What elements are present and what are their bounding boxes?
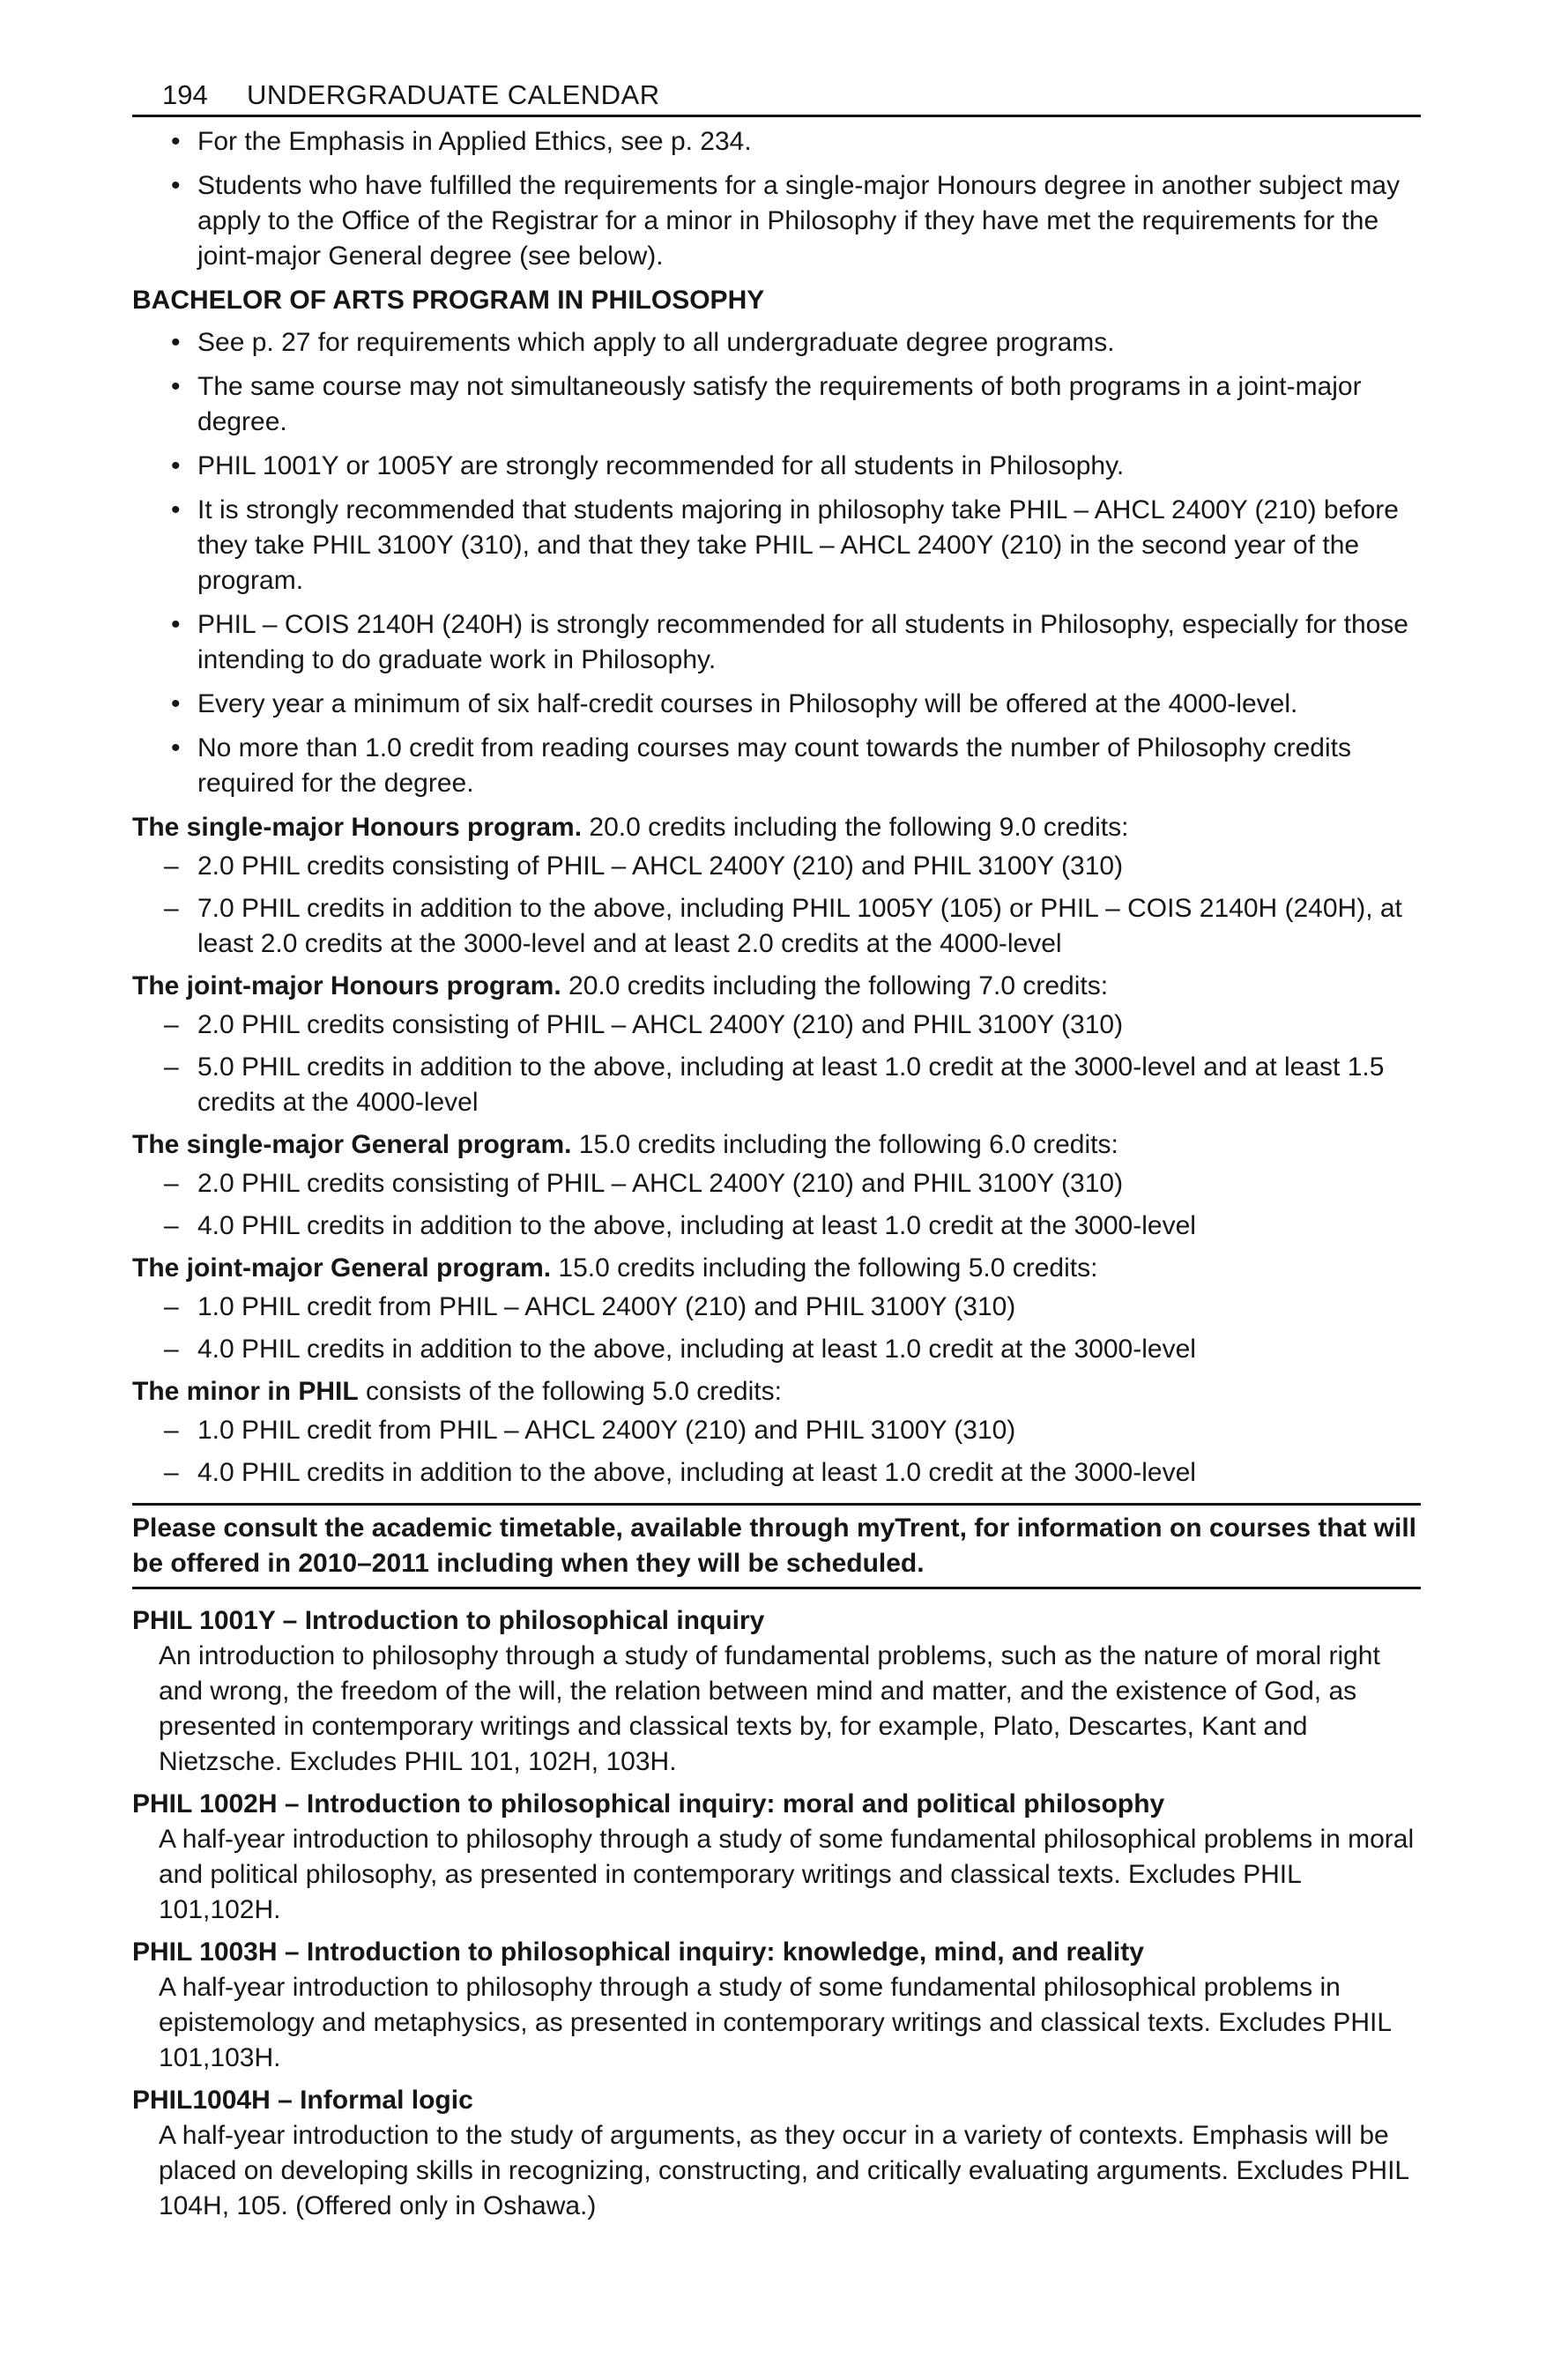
list-item: – 5.0 PHIL credits in addition to the above, including at least 1.0 credit at the 3000-level and at least 1.5 credits at the 4000-level — [132, 1050, 1421, 1120]
course-entry — [132, 1787, 1421, 1928]
course-title: PHIL 1002H – Introduction to philosophical inquiry: moral and political philosophy — [132, 1789, 1165, 1818]
running-title: UNDERGRADUATE CALENDAR — [247, 79, 660, 110]
program-single-major-general — [132, 1127, 1421, 1244]
course-description: A half-year introduction to philosophy through a study of some fundamental philosophical problems in epistemology and metaphysics, as presented in contemporary writings and classical texts. Excludes PHIL 101,103H. — [159, 1973, 1391, 2072]
program-single-major-honours — [132, 810, 1421, 962]
list-item: • For the Emphasis in Applied Ethics, see p. 234. — [132, 124, 1421, 160]
program-joint-major-general — [132, 1251, 1421, 1367]
program-heading — [132, 1127, 1421, 1163]
requirement-list — [132, 849, 1421, 962]
course-description: An introduction to philosophy through a study of fundamental problems, such as the nature of moral right and wrong, the freedom of the will, the relation between mind and matter, and the existence of God, as presented in contemporary writings and classical texts by, for example, Plato, Descartes, Kant and Nietzsche. Excludes PHIL 101, 102H, 103H. — [159, 1641, 1380, 1776]
program-name: The single-major General program. — [132, 1130, 572, 1159]
list-item: • See p. 27 for requirements which apply to all undergraduate degree programs. — [132, 325, 1421, 361]
list-item: • PHIL 1001Y or 1005Y are strongly recommended for all students in Philosophy. — [132, 449, 1421, 484]
program-notes-list — [132, 325, 1421, 801]
list-item: – 7.0 PHIL credits in addition to the above, including PHIL 1005Y (105) or PHIL – COIS 2140H (240H), at least 2.0 credits at the 3000-level and at least 2.0 credits at the 4000-level — [132, 891, 1421, 962]
list-item: – 2.0 PHIL credits consisting of PHIL – AHCL 2400Y (210) and PHIL 3100Y (310) — [132, 849, 1421, 884]
program-heading — [132, 969, 1421, 1004]
program-minor — [132, 1374, 1421, 1491]
calendar-page — [132, 79, 1421, 2231]
program-heading — [132, 810, 1421, 845]
program-heading — [132, 1251, 1421, 1286]
requirement-list — [132, 1008, 1421, 1120]
list-item: • No more than 1.0 credit from reading courses may count towards the number of Philosophy credits required for the degree. — [132, 731, 1421, 801]
list-item: – 4.0 PHIL credits in addition to the above, including at least 1.0 credit at the 3000-level — [132, 1209, 1421, 1244]
list-item: – 1.0 PHIL credit from PHIL – AHCL 2400Y (210) and PHIL 3100Y (310) — [132, 1290, 1421, 1325]
list-item: – 2.0 PHIL credits consisting of PHIL – AHCL 2400Y (210) and PHIL 3100Y (310) — [132, 1166, 1421, 1201]
page-content — [132, 124, 1421, 2224]
page-number: 194 — [162, 79, 208, 110]
list-item: – 1.0 PHIL credit from PHIL – AHCL 2400Y (210) and PHIL 3100Y (310) — [132, 1413, 1421, 1448]
section-heading: BACHELOR OF ARTS PROGRAM IN PHILOSOPHY — [132, 286, 765, 315]
list-item: • The same course may not simultaneously satisfy the requirements of both programs in a joint-major degree. — [132, 369, 1421, 440]
course-title: PHIL1004H – Informal logic — [132, 2086, 473, 2115]
requirement-list — [132, 1413, 1421, 1491]
program-credits: 15.0 credits including the following 6.0 credits: — [571, 1130, 1118, 1159]
program-name: The minor in PHIL — [132, 1377, 359, 1406]
list-item: – 4.0 PHIL credits in addition to the above, including at least 1.0 credit at the 3000-level — [132, 1455, 1421, 1491]
program-heading — [132, 1374, 1421, 1409]
program-name: The single-major Honours program. — [132, 813, 583, 842]
program-joint-major-honours — [132, 969, 1421, 1120]
intro-bullet-list — [132, 124, 1421, 274]
program-credits: 15.0 credits including the following 5.0 credits: — [551, 1253, 1098, 1283]
list-item: • It is strongly recommended that students majoring in philosophy take PHIL – AHCL 2400Y (210) before they take PHIL 3100Y (310), and that they take PHIL – AHCL 2400Y (210) in the second year of the program. — [132, 493, 1421, 599]
timetable-notice: Please consult the academic timetable, available through myTrent, for information on courses that will be offered in 2010–2011 including when they will be scheduled. — [132, 1503, 1421, 1589]
program-name: The joint-major Honours program. — [132, 971, 561, 1000]
list-item: • Every year a minimum of six half-credit courses in Philosophy will be offered at the 4000-level. — [132, 687, 1421, 722]
requirement-list — [132, 1290, 1421, 1367]
course-entry — [132, 1935, 1421, 2076]
program-credits: 20.0 credits including the following 9.0 credits: — [582, 813, 1129, 842]
course-title: PHIL 1003H – Introduction to philosophical inquiry: knowledge, mind, and reality — [132, 1937, 1144, 1967]
course-description: A half-year introduction to philosophy through a study of some fundamental philosophical problems in moral and political philosophy, as presented in contemporary writings and classical texts. Excludes PHIL 101,102H. — [159, 1825, 1415, 1924]
page-header — [132, 79, 1421, 117]
course-entry — [132, 2083, 1421, 2224]
course-title: PHIL 1001Y – Introduction to philosophical inquiry — [132, 1606, 765, 1635]
list-item: • Students who have fulfilled the requirements for a single-major Honours degree in another subject may apply to the Office of the Registrar for a minor in Philosophy if they have met the requirements for the joint-major General degree (see below). — [132, 168, 1421, 274]
requirement-list — [132, 1166, 1421, 1244]
course-description: A half-year introduction to the study of arguments, as they occur in a variety of contexts. Emphasis will be placed on developing skills in recognizing, constructing, and critically evaluating arguments. Excludes PHIL 104H, 105. (Offered only in Oshawa.) — [159, 2121, 1408, 2220]
course-entry — [132, 1603, 1421, 1780]
program-name: The joint-major General program. — [132, 1253, 552, 1283]
list-item: – 4.0 PHIL credits in addition to the above, including at least 1.0 credit at the 3000-level — [132, 1332, 1421, 1367]
list-item: – 2.0 PHIL credits consisting of PHIL – AHCL 2400Y (210) and PHIL 3100Y (310) — [132, 1008, 1421, 1043]
list-item: • PHIL – COIS 2140H (240H) is strongly recommended for all students in Philosophy, especially for those intending to do graduate work in Philosophy. — [132, 607, 1421, 678]
program-credits: consists of the following 5.0 credits: — [358, 1377, 782, 1406]
program-credits: 20.0 credits including the following 7.0 credits: — [561, 971, 1109, 1000]
